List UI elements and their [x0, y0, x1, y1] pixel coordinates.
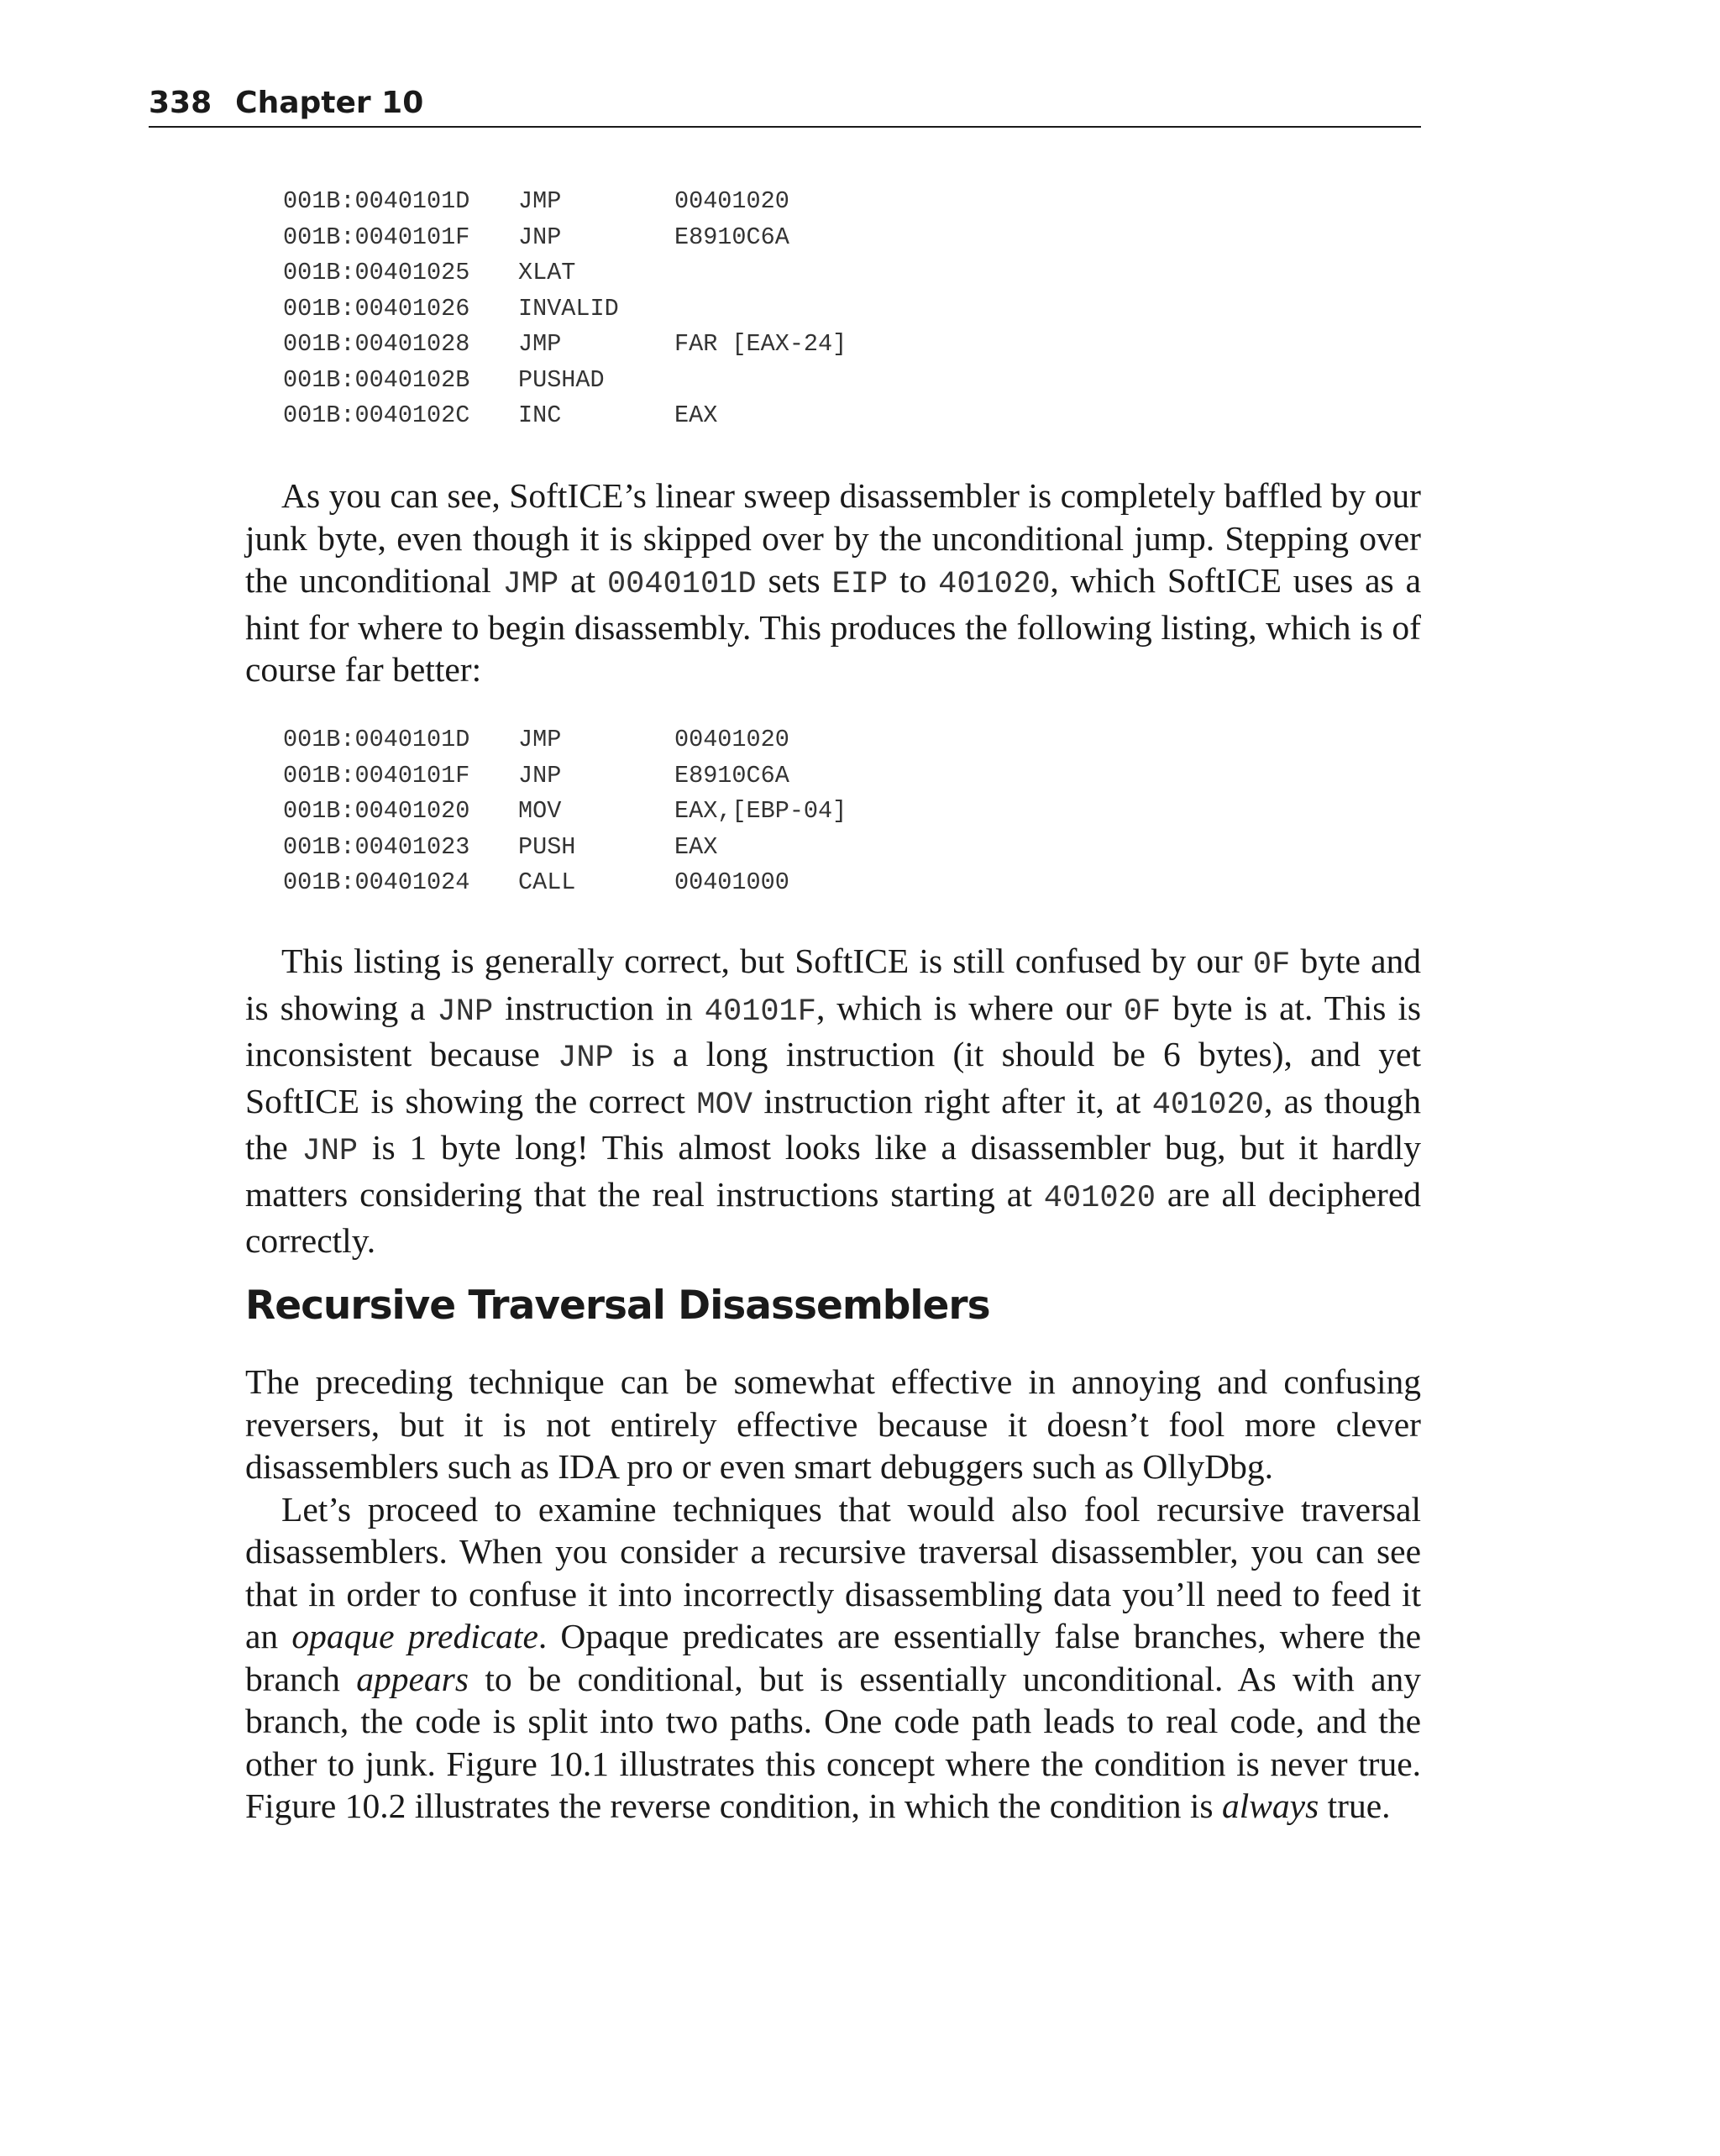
code-line: [283, 794, 847, 830]
inline-code: 0040101D: [606, 567, 757, 602]
code-line: [283, 327, 847, 363]
text-run: to: [888, 561, 939, 600]
emphasis: always: [1221, 1786, 1319, 1825]
code-mnemonic: JNP: [518, 223, 562, 251]
inline-code: EIP: [831, 567, 889, 602]
code-address: 001B:0040102C: [283, 401, 470, 429]
code-address: 001B:00401028: [283, 330, 470, 358]
code-mnemonic: INVALID: [518, 294, 619, 323]
inline-code: 401020: [1043, 1180, 1156, 1216]
inline-code: 0F: [1123, 994, 1162, 1030]
chapter-title: Chapter 10: [235, 86, 424, 120]
code-operand: 00401020: [674, 187, 789, 215]
code-line: [283, 291, 847, 328]
code-mnemonic: XLAT: [518, 259, 576, 286]
text-run: true.: [1319, 1786, 1391, 1825]
code-address: 001B:00401020: [283, 797, 470, 825]
code-address: 001B:00401025: [283, 259, 470, 286]
code-operand: EAX,[EBP-04]: [674, 797, 847, 825]
code-mnemonic: PUSHAD: [518, 365, 605, 394]
text-run: . Opaque predicates are essentially false branches, where the branch: [245, 1617, 1421, 1698]
text-run: The preceding technique can be somewhat effective in annoying and confusing reversers, but it is not entirely effective because it doesn’t fool more clever disassemblers such as IDA pro or even smart debuggers such as OllyDbg.: [245, 1362, 1421, 1486]
inline-code: 40101F: [704, 994, 816, 1030]
running-head: [149, 81, 1421, 128]
paragraph: [245, 1488, 1421, 1828]
code-listing-1: [283, 184, 847, 434]
code-mnemonic: JNP: [518, 761, 562, 789]
code-operand: EAX: [674, 401, 718, 429]
text-run: Let’s proceed to examine techniques that would also fool recursive traversal disassemblers. When you consider a recursive traversal disassembler, you can see that in order to confuse it into incorrectly disassembling data you’ll need to feed it an: [245, 1489, 1421, 1655]
inline-code: JNP: [302, 1134, 359, 1169]
emphasis: appears: [356, 1659, 469, 1698]
code-mnemonic: INC: [518, 401, 562, 429]
text-run: As you can see, SoftICE’s linear sweep disassembler is completely baffled by our junk byte, even though it is skipped over by the unconditional jump. Stepping over the unconditional: [245, 476, 1421, 600]
code-operand: EAX: [674, 832, 718, 861]
code-address: 001B:0040101D: [283, 187, 470, 215]
code-listing-2: [283, 722, 847, 901]
code-mnemonic: JMP: [518, 726, 562, 753]
body-section-2: [245, 940, 1421, 1262]
inline-code: 401020: [938, 567, 1051, 602]
code-address: 001B:0040101F: [283, 761, 470, 789]
code-line: [283, 865, 847, 901]
code-mnemonic: PUSH: [518, 832, 576, 861]
code-operand: 00401000: [674, 868, 789, 896]
code-line: [283, 184, 847, 220]
text-run: to be conditional, but is essentially unconditional. As with any branch, the code is split into two paths. One code path leads to real code, and the other to junk. Figure 10.1 illustrates this concept where the condition is never true. Figure 10.2 illustrates the reverse condition, in which the condition is: [245, 1659, 1421, 1825]
text-run: is 1 byte long! This almost looks like a disassembler bug, but it hardly matters considering that the real instructions starting at: [245, 1128, 1422, 1214]
text-run: byte is at. This is inconsistent because: [245, 988, 1421, 1073]
code-operand: FAR [EAX-24]: [674, 330, 847, 358]
code-line: [283, 830, 847, 866]
text-run: byte and is showing a: [245, 942, 1421, 1027]
paragraph: [245, 475, 1421, 691]
paragraph: [245, 1361, 1421, 1488]
code-address: 001B:00401026: [283, 294, 470, 323]
text-run: This listing is generally correct, but SoftICE is still confused by our: [281, 942, 1253, 980]
inline-code: JMP: [502, 567, 559, 602]
text-run: , as though the: [245, 1081, 1421, 1167]
code-mnemonic: MOV: [518, 797, 562, 825]
code-mnemonic: JMP: [518, 330, 562, 358]
code-operand: E8910C6A: [674, 223, 789, 251]
emphasis: opaque predicate: [291, 1617, 538, 1655]
page-number: 338: [149, 86, 212, 120]
inline-code: 0F: [1252, 947, 1291, 983]
text-run: instruction right after it, at: [752, 1081, 1152, 1120]
body-section-1: [245, 475, 1421, 691]
text-run: are all deciphered correctly.: [245, 1174, 1421, 1260]
code-line: [283, 255, 847, 291]
code-operand: 00401020: [674, 726, 789, 753]
code-address: 001B:0040101F: [283, 223, 470, 251]
text-run: is a long instruction (it should be 6 bytes), and yet SoftICE is showing the correct: [245, 1035, 1421, 1120]
text-run: sets: [756, 561, 832, 600]
inline-code: JNP: [558, 1041, 614, 1076]
section-heading: Recursive Traversal Disassemblers: [245, 1283, 990, 1329]
text-run: , which SoftICE uses as a hint for where to begin disassembly. This produces the following listing, which is of course far better:: [245, 561, 1421, 689]
text-run: at: [558, 561, 607, 600]
inline-code: 401020: [1151, 1087, 1264, 1123]
code-line: [283, 758, 847, 795]
code-line: [283, 363, 847, 399]
inline-code: MOV: [696, 1087, 752, 1123]
code-operand: E8910C6A: [674, 761, 789, 789]
code-line: [283, 220, 847, 256]
text-run: , which is where our: [815, 988, 1124, 1027]
body-section-3: [245, 1361, 1421, 1828]
code-line: [283, 722, 847, 758]
code-address: 001B:0040102B: [283, 365, 470, 394]
code-address: 001B:0040101D: [283, 726, 470, 753]
code-mnemonic: JMP: [518, 187, 562, 215]
code-address: 001B:00401023: [283, 832, 470, 861]
code-mnemonic: CALL: [518, 868, 576, 896]
paragraph: [245, 940, 1421, 1262]
code-address: 001B:00401024: [283, 868, 470, 896]
text-run: instruction in: [493, 988, 705, 1027]
inline-code: JNP: [437, 994, 494, 1030]
code-line: [283, 398, 847, 434]
